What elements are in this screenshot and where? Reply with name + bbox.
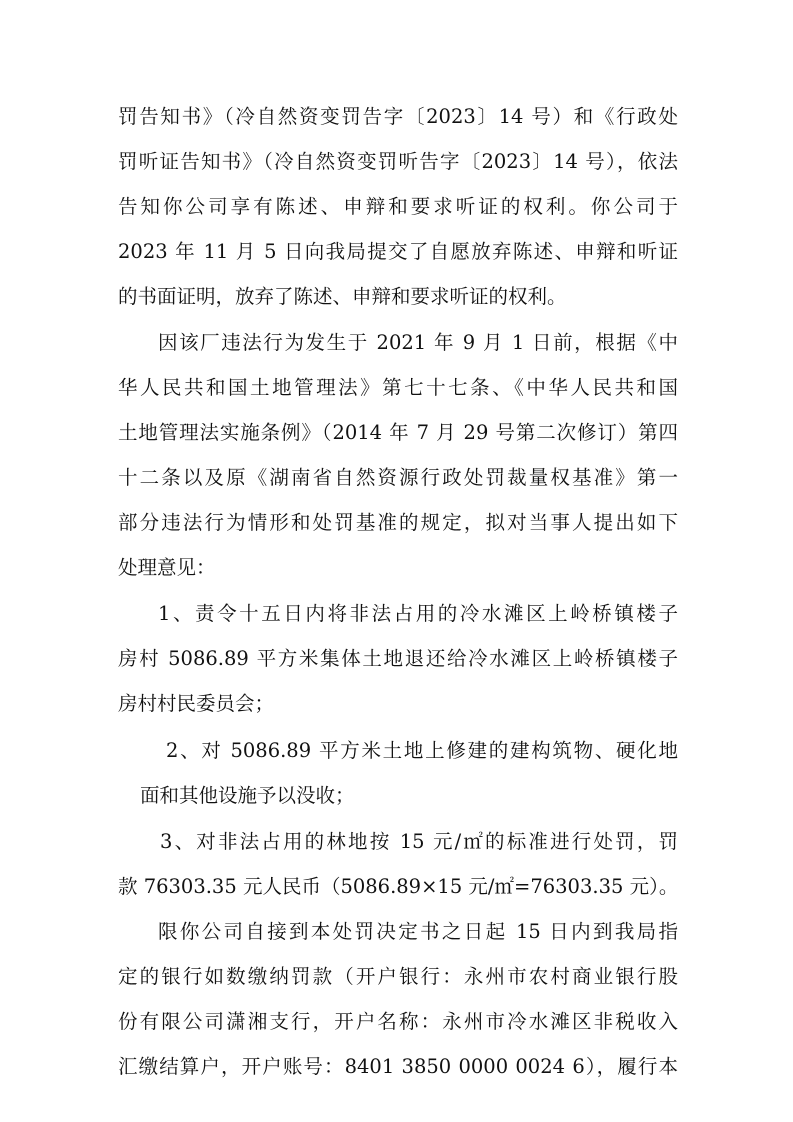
text-line: 部分违法行为情形和处罚基准的规定，拟对当事人提出如下 xyxy=(118,511,678,534)
text-line: 限你公司自接到本处罚决定书之日起 15 日内到我局指 xyxy=(158,920,678,943)
text-line: 罚告知书》（冷自然资变罚告字〔2023〕14 号）和《行政处 xyxy=(118,105,678,128)
text-line: 面和其他设施予以没收； xyxy=(140,784,355,807)
text-line: 1、责令十五日内将非法占用的冷水滩区上岭桥镇楼子 xyxy=(158,602,678,625)
text-line: 3、对非法占用的林地按 15 元/㎡的标准进行处罚，罚 xyxy=(160,830,678,853)
text-line: 定的银行如数缴纳罚款（开户银行：永州市农村商业银行股 xyxy=(118,965,678,988)
text-line: 罚听证告知书》（冷自然资变罚听告字〔2023〕14 号），依法 xyxy=(118,150,678,173)
text-line: 因该厂违法行为发生于 2021 年 9 月 1 日前，根据《中 xyxy=(158,331,678,354)
text-line: 2、对 5086.89 平方米土地上修建的建构筑物、硬化地 xyxy=(166,739,678,762)
text-line: 汇缴结算户，开户账号：8401 3850 0000 0024 6），履行本 xyxy=(118,1055,678,1078)
text-line: 处理意见： xyxy=(118,556,216,579)
text-line: 土地管理法实施条例》（2014 年 7 月 29 号第二次修订）第四 xyxy=(118,421,678,444)
text-line: 份有限公司潇湘支行，开户名称：永州市冷水滩区非税收入 xyxy=(118,1010,678,1033)
text-line: 的书面证明，放弃了陈述、申辩和要求听证的权利。 xyxy=(118,285,567,308)
text-line: 华人民共和国土地管理法》第七十七条、《中华人民共和国 xyxy=(118,376,678,399)
text-line: 告知你公司享有陈述、申辩和要求听证的权利。你公司于 xyxy=(118,195,678,218)
text-line: 2023 年 11 月 5 日向我局提交了自愿放弃陈述、申辩和听证 xyxy=(118,240,678,263)
text-line: 房村村民委员会； xyxy=(118,692,275,715)
text-line: 房村 5086.89 平方米集体土地退还给冷水滩区上岭桥镇楼子 xyxy=(118,647,678,670)
text-line: 款 76303.35 元人民币（5086.89×15 元/㎡=76303.35 元）。 xyxy=(118,875,678,898)
text-line: 十二条以及原《湖南省自然资源行政处罚裁量权基准》第一 xyxy=(118,466,678,489)
